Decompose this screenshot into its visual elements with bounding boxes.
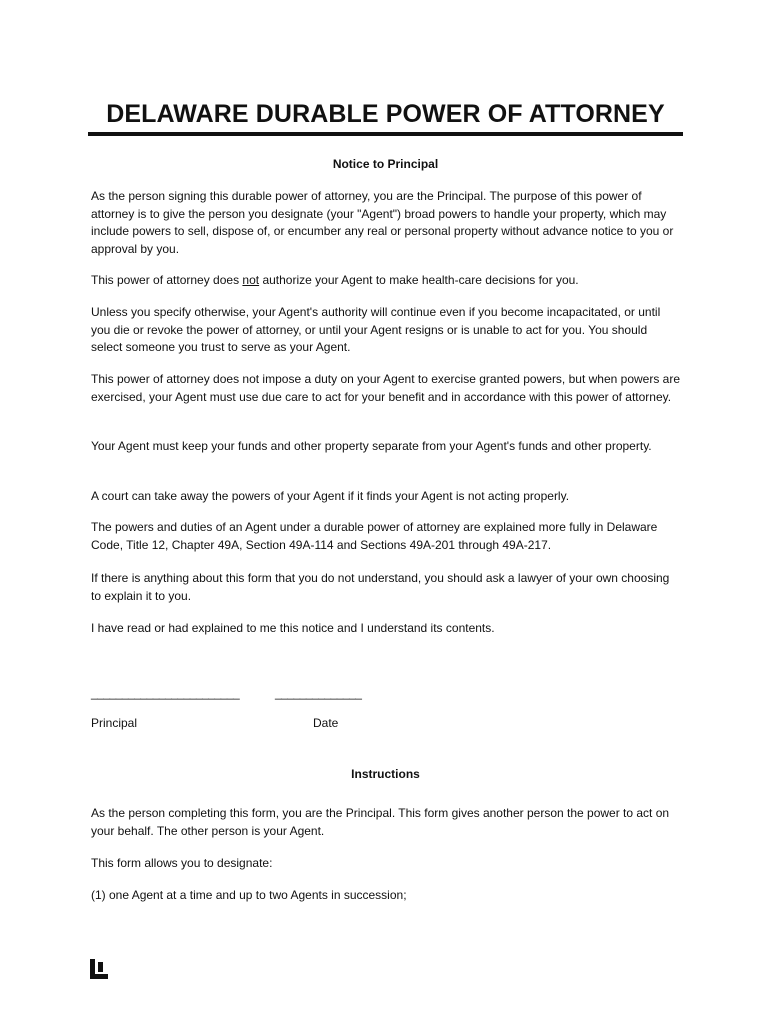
notice-paragraph-9: I have read or had explained to me this notice and I understand its contents. [91,621,495,635]
date-label: Date [313,716,339,730]
instructions-paragraph-1: As the person completing this form, you are the Principal. This form gives another person the power to act on your behalf. The other person is your Agent. [91,806,670,838]
notice-paragraph-7: The powers and duties of an Agent under a durable power of attorney are explained more fully in Delaware Code, Title 12, Chapter 49A, Section 49A-114 and Sections 49A-201 through 49A-217. [91,520,658,552]
notice-heading: Notice to Principal [332,157,439,171]
document-title: DELAWARE DURABLE POWER OF ATTORNEY [106,100,665,128]
notice-paragraph-2-start: This power of attorney does [91,273,243,287]
title-underline-rule [88,132,683,136]
principal-signature-line[interactable]: ________________________ [91,686,240,700]
principal-label: Principal [91,716,138,730]
notice-paragraph-2-underlined: not [242,273,260,287]
notice-paragraph-1: As the person signing this durable power of attorney, you are the Principal. The purpose of this power of attorney is to give the person you designate (your "Agent") broad powers to handle your property, which may include powers to sell, dispose of, or encumber any real or personal property without advance notice to you or approval by you. [91,189,674,256]
legal-templates-logo-icon [90,959,110,979]
instructions-paragraph-3: (1) one Agent at a time and up to two Agents in succession; [91,888,407,902]
notice-paragraph-3: Unless you specify otherwise, your Agent's authority will continue even if you become incapacitated, or until you die or revoke the power of attorney, or until your Agent resigns or is unable to act for you. You should select someone you trust to serve as your Agent. [91,305,661,354]
notice-paragraph-8: If there is anything about this form that you do not understand, you should ask a lawyer of your own choosing to explain it to you. [91,571,670,603]
notice-paragraph-4: This power of attorney does not impose a duty on your Agent to exercise granted powers, but when powers are exercised, your Agent must use due care to act for your benefit and in accordance with this power of attorney. [91,372,681,404]
instructions-heading: Instructions [351,767,420,781]
notice-paragraph-2 [91,272,681,290]
instructions-paragraph-2: This form allows you to designate: [91,856,273,870]
notice-paragraph-5: Your Agent must keep your funds and other property separate from your Agent's funds and other property. [91,439,652,453]
date-signature-line[interactable]: ______________ [275,686,362,700]
notice-paragraph-2-end: authorize your Agent to make health-care decisions for you. [259,273,579,287]
notice-paragraph-6: A court can take away the powers of your Agent if it finds your Agent is not acting properly. [91,489,570,503]
